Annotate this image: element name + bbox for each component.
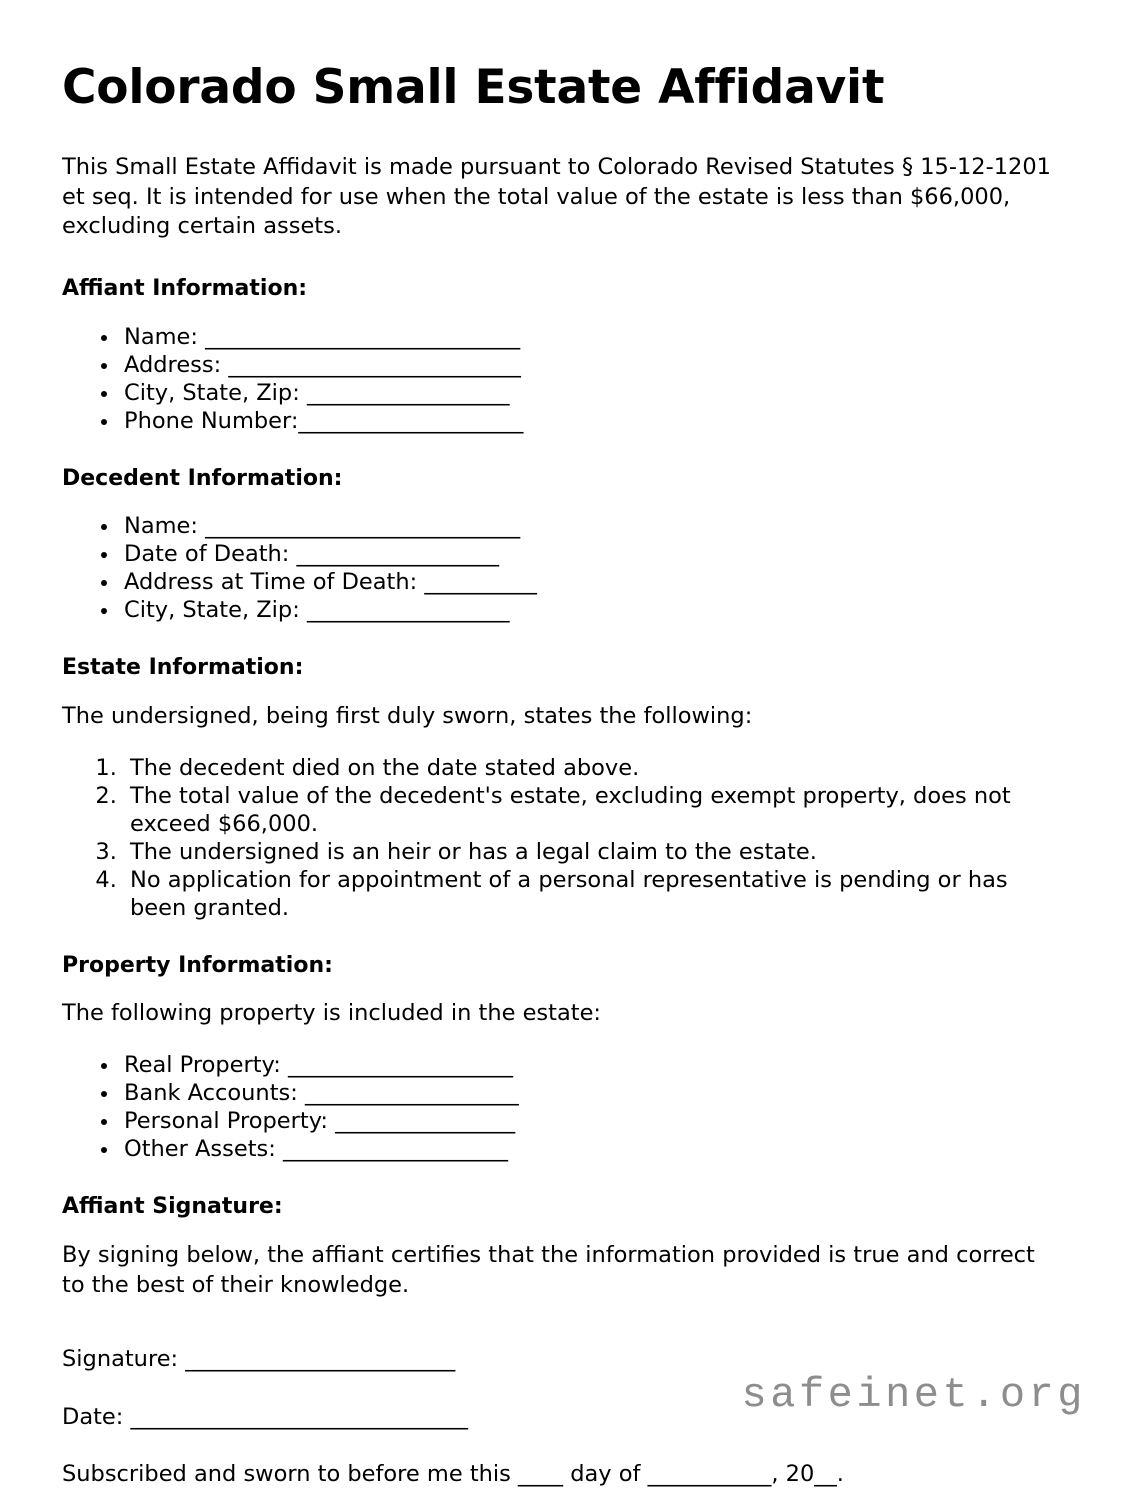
- section-affiant-signature: [62, 1193, 1062, 1490]
- date-label: Date:: [62, 1403, 124, 1430]
- decedent-field-list: [62, 512, 1062, 624]
- fill-in-blank[interactable]: ____________________: [280, 1052, 513, 1079]
- fill-in-blank[interactable]: ________________: [327, 1108, 516, 1135]
- section-affiant-information: [62, 275, 1062, 435]
- list-item: [120, 379, 1062, 407]
- fill-in-blank[interactable]: ____________________________: [197, 323, 521, 350]
- list-item: [120, 407, 1062, 435]
- intro-paragraph: This Small Estate Affidavit is made pursuant to Colorado Revised Statutes § 15-12-1201 et seq. It is intended for use when the total value of the estate is less than $66,000, excluding certain assets.: [62, 153, 1051, 240]
- field-label: Date of Death:: [124, 541, 290, 568]
- fill-in-blank[interactable]: __________: [417, 569, 537, 596]
- property-information-heading: Property Information:: [62, 952, 333, 978]
- estate-information-heading: Estate Information:: [62, 655, 304, 681]
- list-item: 4. No application for appointment of a personal representative is pending or has been granted.: [124, 866, 1062, 922]
- list-item: [120, 568, 1062, 596]
- list-item: [120, 351, 1062, 379]
- page-title: Colorado Small Estate Affidavit: [62, 60, 885, 115]
- estate-lead-in: The undersigned, being first duly sworn, states the following:: [62, 702, 753, 729]
- list-item: [120, 1135, 1062, 1163]
- decedent-information-heading: Decedent Information:: [62, 465, 343, 491]
- estate-claims-list: [62, 754, 1062, 922]
- signature-label: Signature:: [62, 1345, 179, 1372]
- field-label: Bank Accounts:: [124, 1080, 298, 1107]
- fill-in-blank[interactable]: __________________________: [221, 351, 521, 378]
- field-label: Name:: [124, 323, 198, 350]
- field-label: Other Assets:: [124, 1136, 276, 1163]
- affiant-field-list: [62, 323, 1062, 435]
- fill-in-blank[interactable]: __________________: [299, 379, 510, 406]
- fill-in-blank[interactable]: ___________________: [297, 1080, 519, 1107]
- list-item: 3. The undersigned is an heir or has a legal claim to the estate.: [124, 838, 1062, 866]
- date-blank[interactable]: ______________________________: [123, 1403, 469, 1430]
- notary-line[interactable]: Subscribed and sworn to before me this ____ day of ___________, 20__.: [62, 1461, 844, 1488]
- fill-in-blank[interactable]: ____________________________: [197, 513, 521, 540]
- fill-in-blank[interactable]: ____________________: [298, 407, 524, 434]
- property-field-list: [62, 1051, 1062, 1163]
- list-item: [120, 540, 1062, 568]
- property-lead-in: The following property is included in the estate:: [62, 1000, 602, 1027]
- list-item: [120, 1079, 1062, 1107]
- section-property-information: [62, 952, 1062, 1163]
- affiant-signature-heading: Affiant Signature:: [62, 1194, 283, 1220]
- field-label: Address:: [124, 351, 222, 378]
- field-label: Real Property:: [124, 1052, 281, 1079]
- watermark: safeinet.org: [741, 1371, 1086, 1419]
- signature-line: [62, 1345, 1062, 1375]
- fill-in-blank[interactable]: __________________: [289, 541, 500, 568]
- list-item: [120, 1107, 1062, 1135]
- affiant-information-heading: Affiant Information:: [62, 276, 308, 302]
- fill-in-blank[interactable]: __________________: [299, 597, 510, 624]
- section-decedent-information: [62, 465, 1062, 625]
- field-label: City, State, Zip:: [124, 597, 300, 624]
- fill-in-blank[interactable]: ____________________: [275, 1136, 508, 1163]
- list-item: [120, 1051, 1062, 1079]
- list-item: 1. The decedent died on the date stated above.: [124, 754, 1062, 782]
- certification-paragraph: By signing below, the affiant certifies that the information provided is true and correct to the best of their knowledge.: [62, 1241, 1035, 1298]
- list-item: [120, 596, 1062, 624]
- field-label: Name:: [124, 513, 198, 540]
- section-estate-information: [62, 654, 1062, 921]
- field-label: Personal Property:: [124, 1108, 328, 1135]
- list-item: [120, 323, 1062, 351]
- list-item: 2. The total value of the decedent's estate, excluding exempt property, does not exceed $66,000.: [124, 782, 1062, 838]
- field-label: Address at Time of Death:: [124, 569, 418, 596]
- spacer: [62, 1323, 1062, 1345]
- spacer: [62, 1432, 1062, 1460]
- field-label: City, State, Zip:: [124, 379, 300, 406]
- signature-blank[interactable]: ________________________: [178, 1345, 456, 1372]
- list-item: [120, 512, 1062, 540]
- field-label: Phone Number:: [124, 407, 299, 434]
